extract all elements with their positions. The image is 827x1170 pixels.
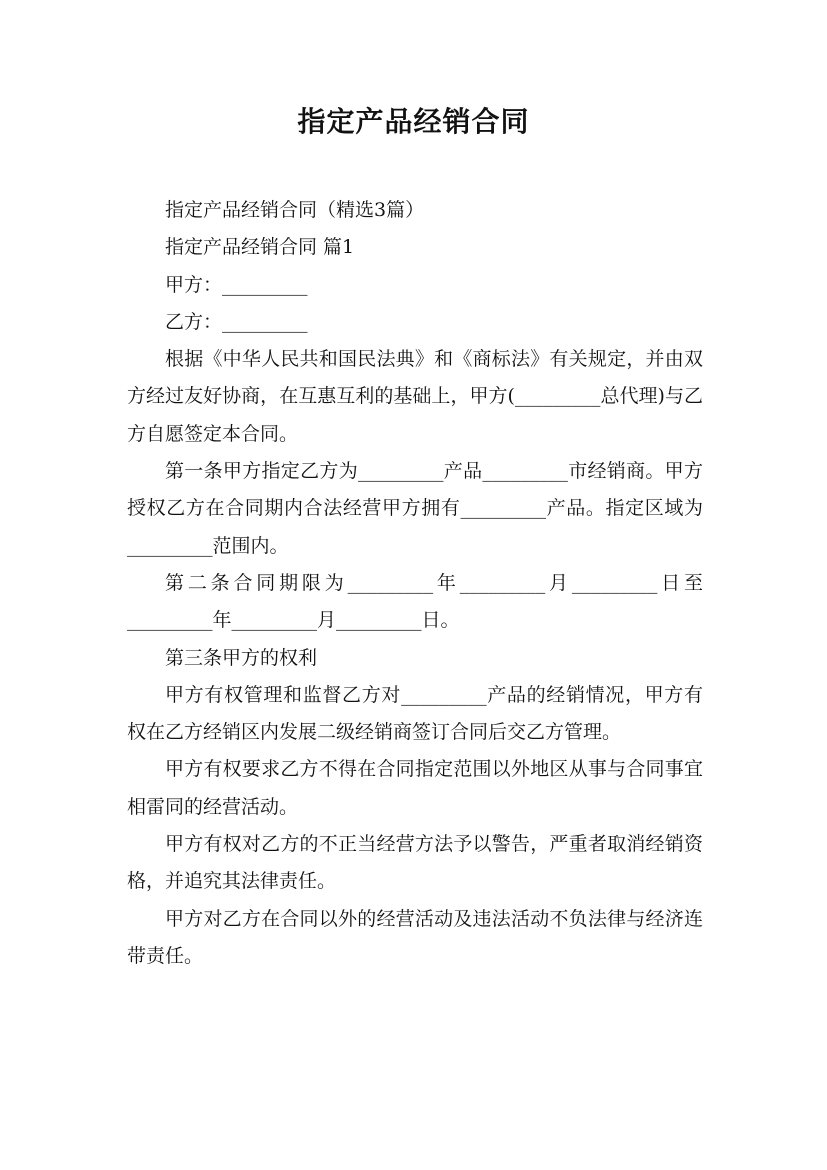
paragraph-article-3-item-1: 甲方有权管理和监督乙方对_________产品的经销情况，甲方有权在乙方经销区内发展二级经销商签订合同后交乙方管理。 [127,683,703,744]
paragraph-article-1: 第一条甲方指定乙方为_________产品_________市经销商。甲方授权乙方在合同期内合法经营甲方拥有_________产品。指定区域为_________范围内。 [127,460,703,557]
paragraph-heading-collection: 指定产品经销合同（精选3篇） [165,199,425,221]
paragraph-heading-part-1: 指定产品经销合同 篇1 [165,236,355,259]
paragraph-article-3-item-3: 甲方有权对乙方的不正当经营方法予以警告，严重者取消经销资格，并追究其法律责任。 [127,833,703,893]
document-title: 指定产品经销合同 [297,105,530,138]
paragraph-party-b: 乙方：_________ [165,310,308,333]
paragraph-article-3-heading: 第三条甲方的权利 [165,646,318,669]
document-body [127,192,703,975]
paragraph-article-3-item-2: 甲方有权要求乙方不得在合同指定范围以外地区从事与合同事宜相雷同的经营活动。 [127,758,703,818]
paragraph-article-3-item-4: 甲方对乙方在合同以外的经营活动及违法活动不负法律与经济连带责任。 [127,907,703,967]
paragraph-article-2: 第二条合同期限为_________年_________月_________日至_________年_________月_________日。 [127,571,703,632]
paragraph-party-a: 甲方：_________ [165,273,308,296]
paragraph-preamble: 根据《中华人民共和国民法典》和《商标法》有关规定，并由双方经过友好协商，在互惠互利的基础上，甲方(_________总代理)与乙方自愿签定本合同。 [127,348,703,445]
